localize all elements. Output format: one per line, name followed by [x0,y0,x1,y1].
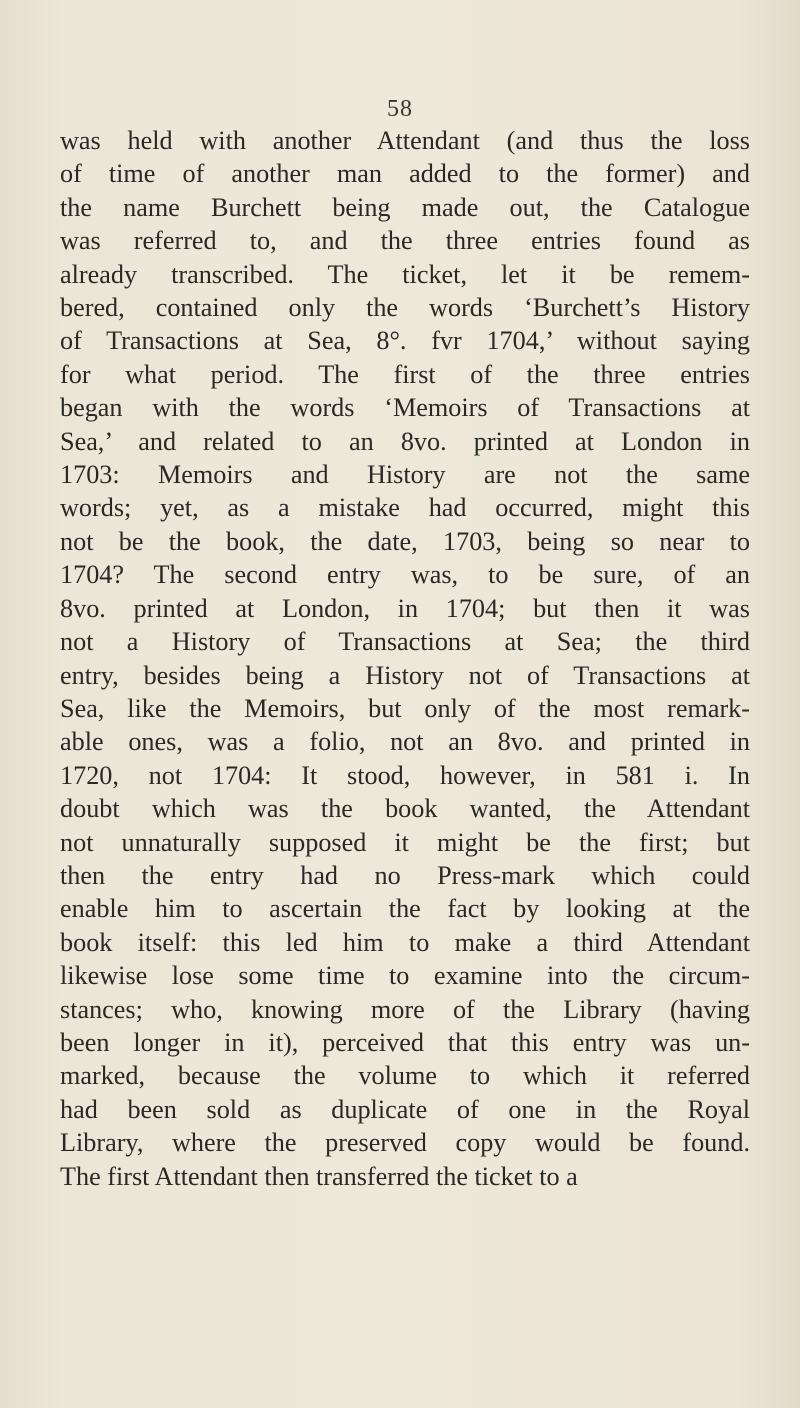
text-line: bered, contained only the words ‘Burchett’s History [60,293,750,323]
text-line: book itself: this led him to make a third Attendant [60,927,750,957]
text-line: likewise lose some time to examine into the circum- [60,961,750,991]
text-line: was referred to, and the three entries found as [60,226,750,256]
text-line: doubt which was the book wanted, the Attendant [60,794,750,824]
body-text [60,124,750,1193]
text-line: enable him to ascertain the fact by looking at the [60,894,750,924]
text-line: marked, because the volume to which it referred [60,1061,750,1091]
text-line: entry, besides being a History not of Transactions at [60,660,750,690]
text-line: then the entry had no Press-mark which could [60,860,750,890]
text-line: not a History of Transactions at Sea; the third [60,627,750,657]
text-line: 8vo. printed at London, in 1704; but then it was [60,593,750,623]
text-line: 1720, not 1704: It stood, however, in 581 i. In [60,760,750,790]
text-line: the name Burchett being made out, the Catalogue [60,192,750,222]
text-line: been longer in it), perceived that this entry was un- [60,1027,750,1057]
page-number: 58 [387,96,413,122]
text-line: The first Attendant then transferred the ticket to a [60,1161,578,1191]
text-line: Sea, like the Memoirs, but only of the most remark- [60,693,750,723]
text-line: 1703: Memoirs and History are not the same [60,460,750,490]
text-line: Sea,’ and related to an 8vo. printed at London in [60,426,750,456]
text-line: not unnaturally supposed it might be the first; but [60,827,750,857]
text-line: not be the book, the date, 1703, being so near to [60,526,750,556]
text-line: 1704? The second entry was, to be sure, of an [60,560,750,590]
text-line: began with the words ‘Memoirs of Transactions at [60,393,750,423]
text-line: had been sold as duplicate of one in the Royal [60,1094,750,1124]
text-line: of time of another man added to the former) and [60,159,750,189]
text-line: Library, where the preserved copy would be found. [60,1128,750,1158]
text-line: was held with another Attendant (and thus the loss [60,126,750,155]
text-line: words; yet, as a mistake had occurred, might this [60,493,750,523]
text-line: for what period. The first of the three entries [60,359,750,389]
text-line: able ones, was a folio, not an 8vo. and printed in [60,727,750,757]
text-line: of Transactions at Sea, 8°. fvr 1704,’ without saying [60,326,750,356]
text-line: already transcribed. The ticket, let it be remem- [60,259,750,289]
text-line: stances; who, knowing more of the Library (having [60,994,750,1024]
